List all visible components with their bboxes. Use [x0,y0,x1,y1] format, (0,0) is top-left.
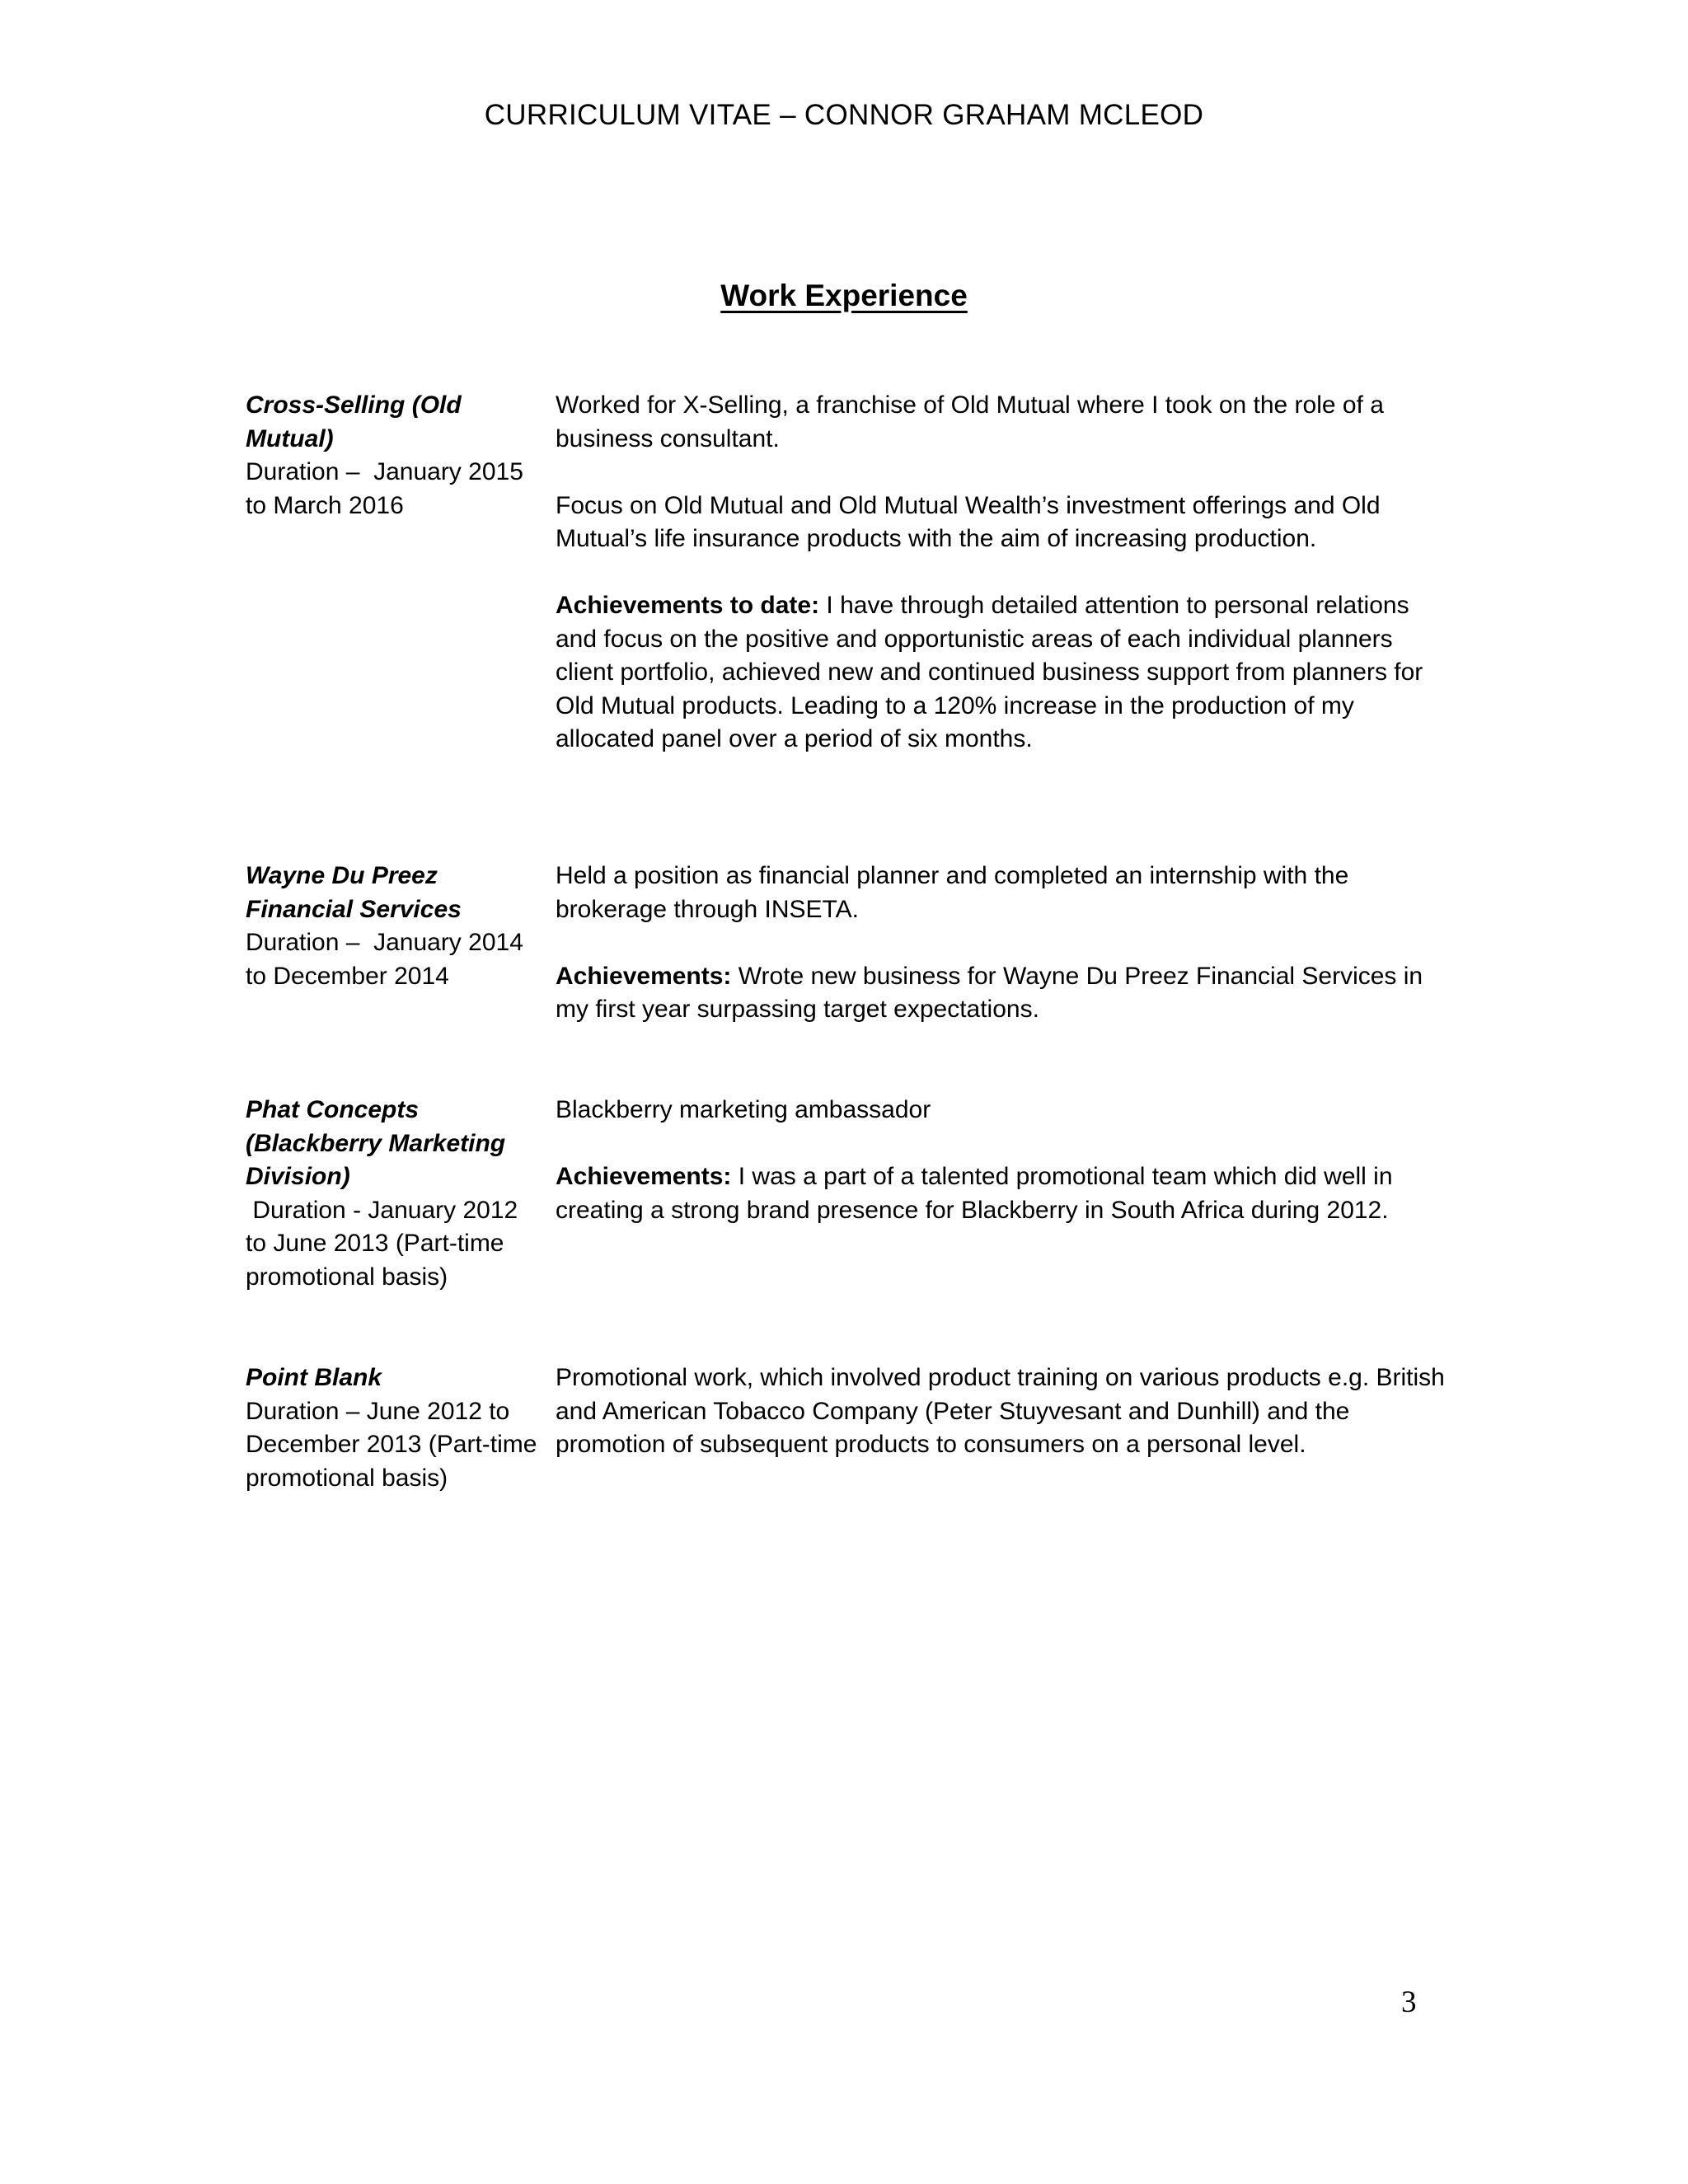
page-number: 3 [1401,1985,1417,2019]
achievements-label: Achievements: [556,1163,732,1190]
entry-meta [246,1094,538,1294]
entry-description [556,1361,1446,1462]
employment-duration: Duration - January 2012 to June 2013 (Part-time promotional basis) [246,1196,525,1291]
paragraph-text: Wrote new business for Wayne Du Preez Financial Services in my first year surpassing target expectations. [556,962,1423,1023]
paragraph-text: Worked for X-Selling, a franchise of Old Mutual where I took on the role of a business consultant. [556,391,1384,452]
paragraph-text: Focus on Old Mutual and Old Mutual Wealth’s investment offerings and Old Mutual’s life insurance products with the aim of increasing production. [556,491,1381,552]
achievements-label: Achievements to date: [556,592,820,619]
description-paragraph [556,490,1446,556]
description-paragraph [556,1361,1446,1462]
paragraph-text: Blackberry marketing ambassador [556,1096,931,1123]
entry-meta [246,389,538,523]
entry-description [556,860,1446,1027]
paragraph-text: I have through detailed attention to personal relations and focus on the positive and opportunistic areas of each individual planners client portfolio, achieved new and continued business support from planners for Old Mutual products. Leading to a 120% increase in the production of my allocated panel over a period of six months. [556,592,1423,752]
paragraph-text: Promotional work, which involved product training on various products e.g. British and American Tobacco Company (Peter Stuyvesant and Dunhill) and the promotion of subsequent products to consumers on a personal level. [556,1364,1445,1458]
employer-name: Wayne Du Preez Financial Services [246,862,462,923]
description-paragraph [556,860,1446,926]
entry-description [556,1094,1446,1227]
description-paragraph [556,389,1446,456]
employer-name: Point Blank [246,1364,382,1391]
description-paragraph [556,589,1446,757]
employer-name: Cross-Selling (Old Mutual) [246,391,462,452]
employment-duration: Duration – January 2014 to December 2014 [246,929,531,990]
page-header: CURRICULUM VITAE – CONNOR GRAHAM MCLEOD [484,99,1204,131]
entry-description [556,389,1446,757]
description-paragraph [556,960,1446,1027]
entry-meta [246,1361,544,1495]
paragraph-text: Held a position as financial planner and completed an internship with the brokerage through INSETA. [556,862,1349,923]
employer-name: Phat Concepts (Blackberry Marketing Division) [246,1096,506,1190]
achievements-label: Achievements: [556,962,732,990]
entry-meta [246,860,538,993]
description-paragraph [556,1160,1446,1227]
employment-duration: Duration – January 2015 to March 2016 [246,458,531,519]
paragraph-text: I was a part of a talented promotional team which did well in creating a strong brand presence for Blackberry in South Africa during 2012. [556,1163,1393,1224]
employment-duration: Duration – June 2012 to December 2013 (Part-time promotional basis) [246,1397,544,1492]
section-title: Work Experience [720,279,968,312]
description-paragraph [556,1094,1446,1127]
